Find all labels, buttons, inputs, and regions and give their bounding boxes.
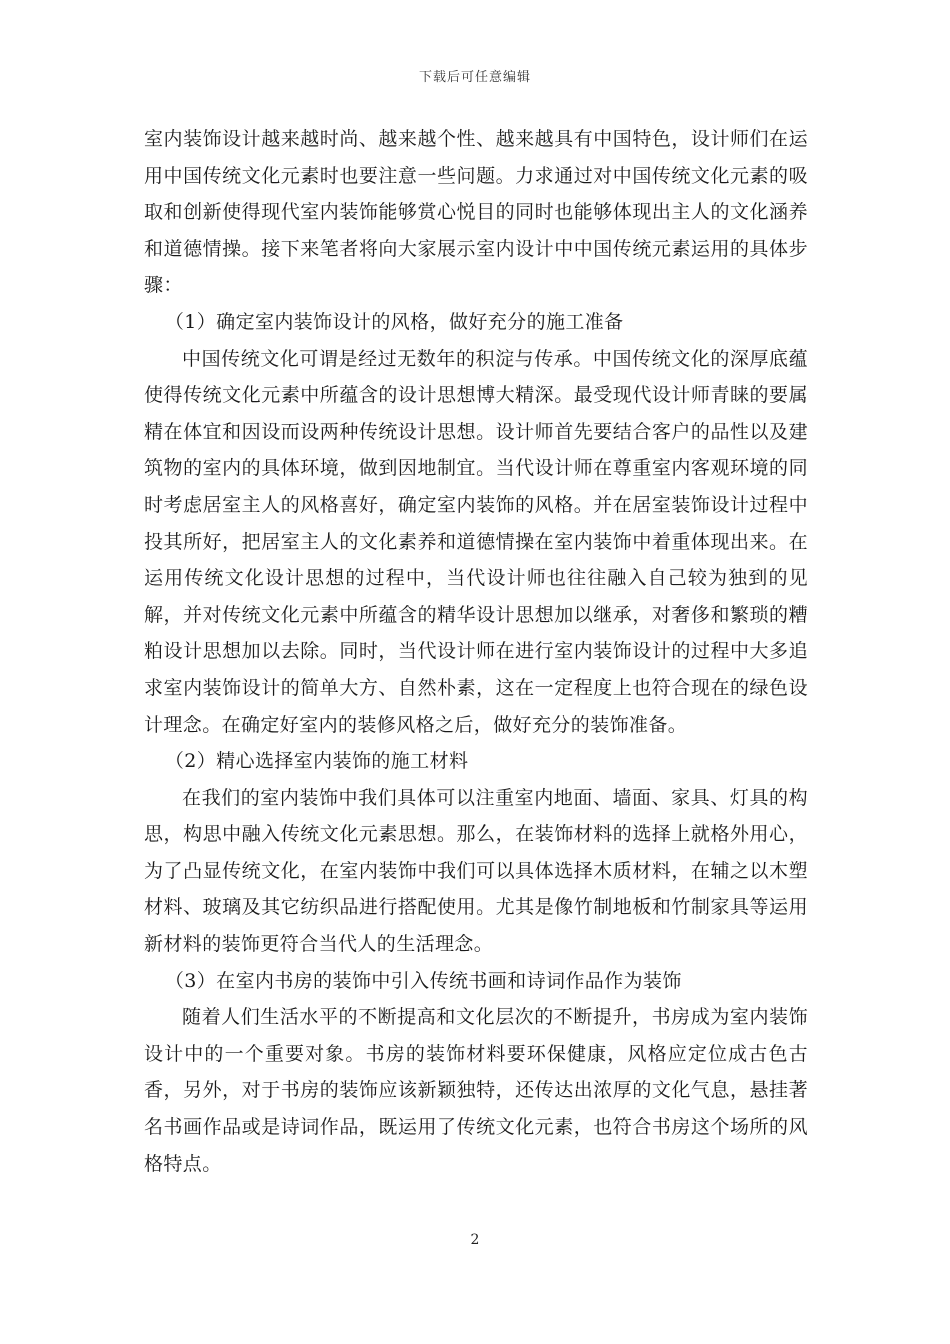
body-paragraph-study: 随着人们生活水平的不断提高和文化层次的不断提升，书房成为室内装饰设计中的一个重要对象。书房的装饰材料要环保健康，风格应定位成古色古香，另外，对于书房的装饰应该新颖独特，还传达出浓厚的文化气息，悬挂著名书画作品或是诗词作品，既运用了传统文化元素，也符合书房这个场所的风格特点。	[144, 1006, 808, 1175]
body-paragraph-materials: 在我们的室内装饰中我们具体可以注重室内地面、墙面、家具、灯具的构思，构思中融入传统文化元素思想。那么，在装饰材料的选择上就格外用心，为了凸显传统文化，在室内装饰中我们可以具体选择木质材料，在辅之以木塑材料、玻璃及其它纺织品进行搭配使用。尤其是像竹制地板和竹制家具等运用新材料的装饰更符合当代人的生活理念。	[144, 786, 808, 956]
body-paragraph-style: 中国传统文化可谓是经过无数年的积淀与传承。中国传统文化的深厚底蕴使得传统文化元素中所蕴含的设计思想博大精深。最受现代设计师青睐的要属精在体宜和因设而设两种传统设计思想。设计师首先要结合客户的品性以及建筑物的室内的具体环境，做到因地制宜。当代设计师在尊重室内客观环境的同时考虑居室主人的风格喜好，确定室内装饰的风格。并在居室装饰设计过程中投其所好，把居室主人的文化素养和道德情操在室内装饰中着重体现出来。在运用传统文化设计思想的过程中，当代设计师也往往融入自己较为独到的见解，并对传统文化元素中所蕴含的精华设计思想加以继承，对奢侈和繁琐的糟粕设计思想加以去除。同时，当代设计师在进行室内装饰设计的过程中大多追求室内装饰设计的简单大方、自然朴素，这在一定程度上也符合现在的绿色设计理念。在确定好室内的装修风格之后，做好充分的装饰准备。	[144, 347, 808, 736]
page-number: 2	[470, 1232, 480, 1248]
document-body	[144, 121, 808, 1182]
section-heading-3: （3）在室内书房的装饰中引入传统书画和诗词作品作为装饰	[164, 969, 682, 992]
body-paragraph-intro: 室内装饰设计越来越时尚、越来越个性、越来越具有中国特色，设计师们在运用中国传统文化元素时也要注意一些问题。力求通过对中国传统文化元素的吸取和创新使得现代室内装饰能够赏心悦目的同时也能够体现出主人的文化涵养和道德情操。接下来笔者将向大家展示室内设计中中国传统元素运用的具体步骤：	[144, 128, 808, 297]
page-header: 下载后可任意编辑	[418, 70, 531, 85]
section-heading-2: （2）精心选择室内装饰的施工材料	[164, 750, 469, 773]
section-heading-1: （1）确定室内装饰设计的风格，做好充分的施工准备	[164, 310, 624, 333]
